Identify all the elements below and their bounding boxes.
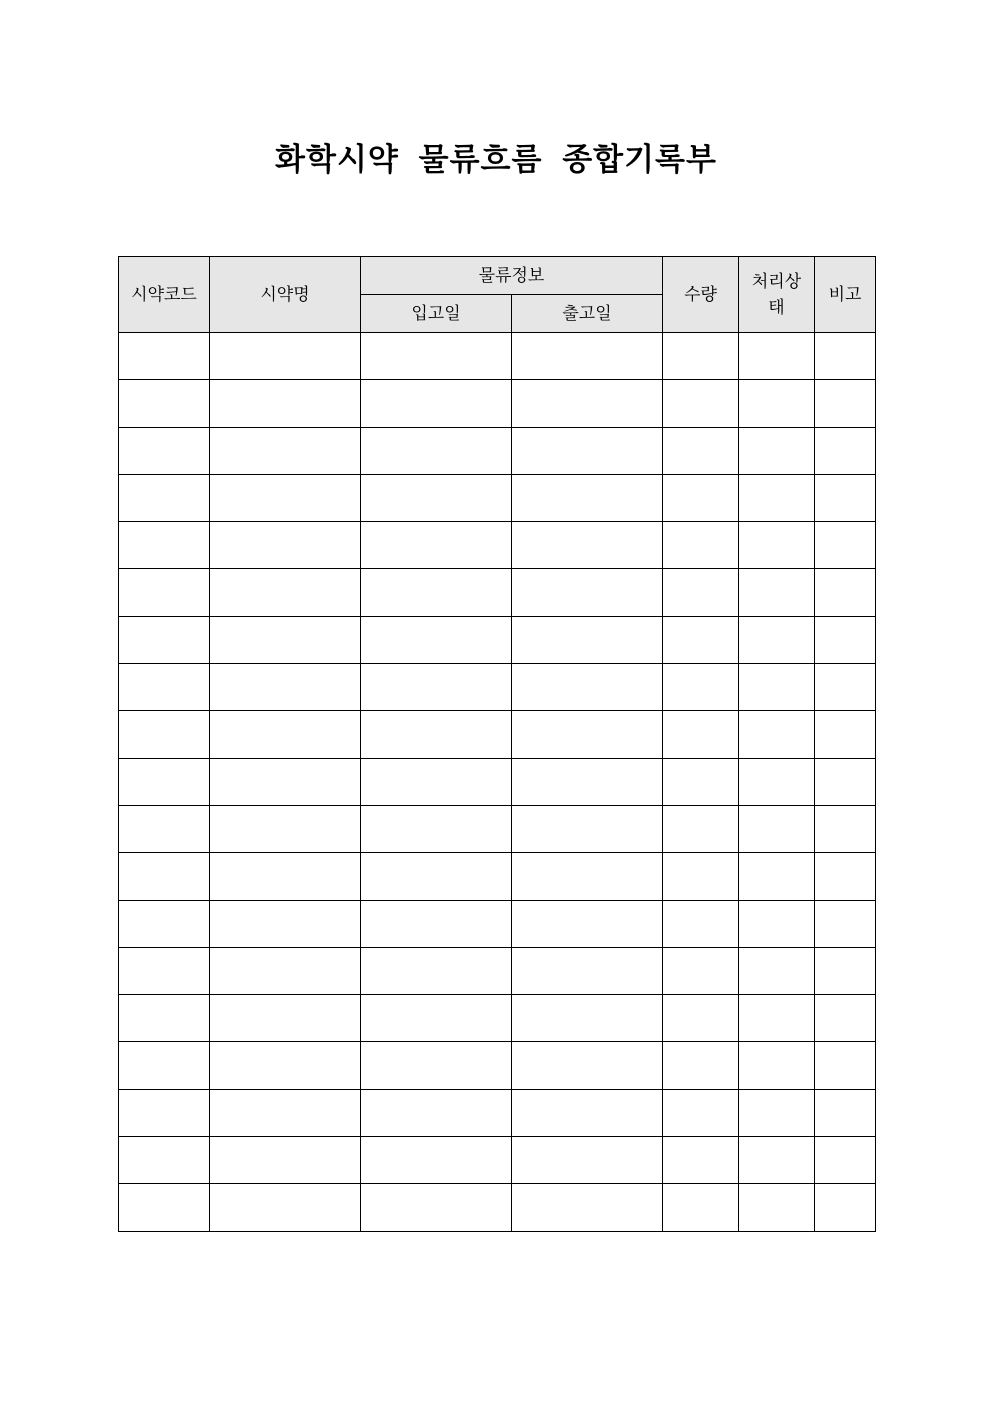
cell-name bbox=[210, 1042, 361, 1089]
cell-quantity bbox=[663, 853, 739, 900]
cell-status bbox=[739, 474, 815, 521]
cell-quantity bbox=[663, 569, 739, 616]
header-row-top bbox=[119, 257, 876, 295]
cell-quantity bbox=[663, 1042, 739, 1089]
cell-received bbox=[361, 569, 512, 616]
cell-remarks bbox=[815, 522, 876, 569]
cell-name bbox=[210, 711, 361, 758]
cell-code bbox=[119, 616, 210, 663]
table-row bbox=[119, 1042, 876, 1089]
cell-received bbox=[361, 427, 512, 474]
cell-name bbox=[210, 805, 361, 852]
cell-received bbox=[361, 1042, 512, 1089]
cell-status bbox=[739, 711, 815, 758]
cell-released bbox=[512, 1089, 663, 1136]
cell-remarks bbox=[815, 427, 876, 474]
cell-name bbox=[210, 427, 361, 474]
cell-quantity bbox=[663, 1137, 739, 1184]
header-logistics: 물류정보 bbox=[361, 257, 663, 295]
cell-received bbox=[361, 380, 512, 427]
cell-released bbox=[512, 900, 663, 947]
cell-status bbox=[739, 758, 815, 805]
cell-remarks bbox=[815, 853, 876, 900]
header-released: 출고일 bbox=[512, 295, 663, 333]
cell-status bbox=[739, 995, 815, 1042]
cell-name bbox=[210, 569, 361, 616]
cell-code bbox=[119, 474, 210, 521]
table-row bbox=[119, 758, 876, 805]
table-row bbox=[119, 805, 876, 852]
cell-code bbox=[119, 1042, 210, 1089]
cell-name bbox=[210, 947, 361, 994]
cell-received bbox=[361, 616, 512, 663]
cell-name bbox=[210, 380, 361, 427]
table-body bbox=[119, 333, 876, 1232]
cell-received bbox=[361, 758, 512, 805]
cell-remarks bbox=[815, 995, 876, 1042]
header-status-line1: 처리상 bbox=[751, 271, 802, 292]
table-row bbox=[119, 853, 876, 900]
cell-code bbox=[119, 805, 210, 852]
cell-received bbox=[361, 664, 512, 711]
cell-status bbox=[739, 333, 815, 380]
cell-status bbox=[739, 1137, 815, 1184]
cell-remarks bbox=[815, 664, 876, 711]
cell-released bbox=[512, 711, 663, 758]
table-row bbox=[119, 664, 876, 711]
cell-name bbox=[210, 616, 361, 663]
cell-remarks bbox=[815, 474, 876, 521]
cell-quantity bbox=[663, 522, 739, 569]
cell-released bbox=[512, 474, 663, 521]
cell-released bbox=[512, 1184, 663, 1231]
cell-remarks bbox=[815, 616, 876, 663]
cell-released bbox=[512, 1137, 663, 1184]
cell-received bbox=[361, 711, 512, 758]
cell-released bbox=[512, 805, 663, 852]
cell-received bbox=[361, 947, 512, 994]
cell-received bbox=[361, 474, 512, 521]
cell-released bbox=[512, 427, 663, 474]
cell-quantity bbox=[663, 711, 739, 758]
cell-code bbox=[119, 1137, 210, 1184]
cell-code bbox=[119, 664, 210, 711]
cell-name bbox=[210, 853, 361, 900]
cell-code bbox=[119, 333, 210, 380]
cell-status bbox=[739, 900, 815, 947]
cell-remarks bbox=[815, 333, 876, 380]
logistics-ledger-table bbox=[118, 256, 876, 1232]
cell-released bbox=[512, 522, 663, 569]
cell-status bbox=[739, 522, 815, 569]
cell-status bbox=[739, 427, 815, 474]
cell-name bbox=[210, 1137, 361, 1184]
cell-name bbox=[210, 900, 361, 947]
cell-code bbox=[119, 1089, 210, 1136]
table-header bbox=[119, 257, 876, 333]
cell-status bbox=[739, 1089, 815, 1136]
table-row bbox=[119, 711, 876, 758]
table-row bbox=[119, 947, 876, 994]
cell-quantity bbox=[663, 664, 739, 711]
header-status bbox=[739, 257, 815, 333]
cell-remarks bbox=[815, 1137, 876, 1184]
table-row bbox=[119, 474, 876, 521]
cell-remarks bbox=[815, 947, 876, 994]
cell-name bbox=[210, 333, 361, 380]
cell-released bbox=[512, 333, 663, 380]
table-row bbox=[119, 522, 876, 569]
cell-released bbox=[512, 1042, 663, 1089]
cell-remarks bbox=[815, 569, 876, 616]
table-row bbox=[119, 427, 876, 474]
cell-code bbox=[119, 427, 210, 474]
table-row bbox=[119, 900, 876, 947]
cell-received bbox=[361, 1137, 512, 1184]
cell-status bbox=[739, 853, 815, 900]
cell-name bbox=[210, 1089, 361, 1136]
table-row bbox=[119, 1137, 876, 1184]
cell-name bbox=[210, 664, 361, 711]
cell-code bbox=[119, 569, 210, 616]
cell-remarks bbox=[815, 758, 876, 805]
cell-released bbox=[512, 758, 663, 805]
cell-remarks bbox=[815, 711, 876, 758]
cell-received bbox=[361, 1089, 512, 1136]
cell-status bbox=[739, 805, 815, 852]
cell-code bbox=[119, 900, 210, 947]
cell-code bbox=[119, 758, 210, 805]
cell-released bbox=[512, 380, 663, 427]
table-row bbox=[119, 380, 876, 427]
cell-remarks bbox=[815, 1184, 876, 1231]
cell-released bbox=[512, 853, 663, 900]
cell-code bbox=[119, 853, 210, 900]
cell-quantity bbox=[663, 427, 739, 474]
cell-status bbox=[739, 664, 815, 711]
cell-status bbox=[739, 947, 815, 994]
table-row bbox=[119, 1184, 876, 1231]
cell-code bbox=[119, 1184, 210, 1231]
cell-remarks bbox=[815, 900, 876, 947]
cell-status bbox=[739, 1042, 815, 1089]
header-remarks: 비고 bbox=[815, 257, 876, 333]
header-status-line2: 태 bbox=[768, 297, 785, 318]
cell-received bbox=[361, 333, 512, 380]
header-quantity: 수량 bbox=[663, 257, 739, 333]
header-code: 시약코드 bbox=[119, 257, 210, 333]
header-received: 입고일 bbox=[361, 295, 512, 333]
cell-code bbox=[119, 947, 210, 994]
cell-quantity bbox=[663, 1184, 739, 1231]
cell-quantity bbox=[663, 1089, 739, 1136]
cell-name bbox=[210, 758, 361, 805]
cell-quantity bbox=[663, 995, 739, 1042]
cell-remarks bbox=[815, 805, 876, 852]
cell-released bbox=[512, 569, 663, 616]
cell-code bbox=[119, 995, 210, 1042]
page-title: 화학시약 물류흐름 종합기록부 bbox=[275, 142, 717, 178]
cell-name bbox=[210, 474, 361, 521]
cell-received bbox=[361, 1184, 512, 1231]
cell-status bbox=[739, 569, 815, 616]
cell-name bbox=[210, 522, 361, 569]
cell-quantity bbox=[663, 758, 739, 805]
cell-code bbox=[119, 711, 210, 758]
table-row bbox=[119, 333, 876, 380]
cell-received bbox=[361, 995, 512, 1042]
cell-remarks bbox=[815, 1089, 876, 1136]
cell-name bbox=[210, 995, 361, 1042]
cell-quantity bbox=[663, 333, 739, 380]
cell-quantity bbox=[663, 947, 739, 994]
cell-code bbox=[119, 380, 210, 427]
cell-released bbox=[512, 616, 663, 663]
cell-released bbox=[512, 995, 663, 1042]
cell-quantity bbox=[663, 380, 739, 427]
header-name: 시약명 bbox=[210, 257, 361, 333]
cell-quantity bbox=[663, 474, 739, 521]
cell-status bbox=[739, 380, 815, 427]
table-row bbox=[119, 1089, 876, 1136]
cell-released bbox=[512, 947, 663, 994]
cell-received bbox=[361, 522, 512, 569]
cell-quantity bbox=[663, 805, 739, 852]
cell-quantity bbox=[663, 616, 739, 663]
cell-quantity bbox=[663, 900, 739, 947]
cell-remarks bbox=[815, 1042, 876, 1089]
cell-code bbox=[119, 522, 210, 569]
table-row bbox=[119, 569, 876, 616]
cell-status bbox=[739, 616, 815, 663]
table-row bbox=[119, 616, 876, 663]
cell-received bbox=[361, 900, 512, 947]
cell-received bbox=[361, 853, 512, 900]
cell-remarks bbox=[815, 380, 876, 427]
table-row bbox=[119, 995, 876, 1042]
cell-status bbox=[739, 1184, 815, 1231]
cell-released bbox=[512, 664, 663, 711]
cell-name bbox=[210, 1184, 361, 1231]
cell-received bbox=[361, 805, 512, 852]
